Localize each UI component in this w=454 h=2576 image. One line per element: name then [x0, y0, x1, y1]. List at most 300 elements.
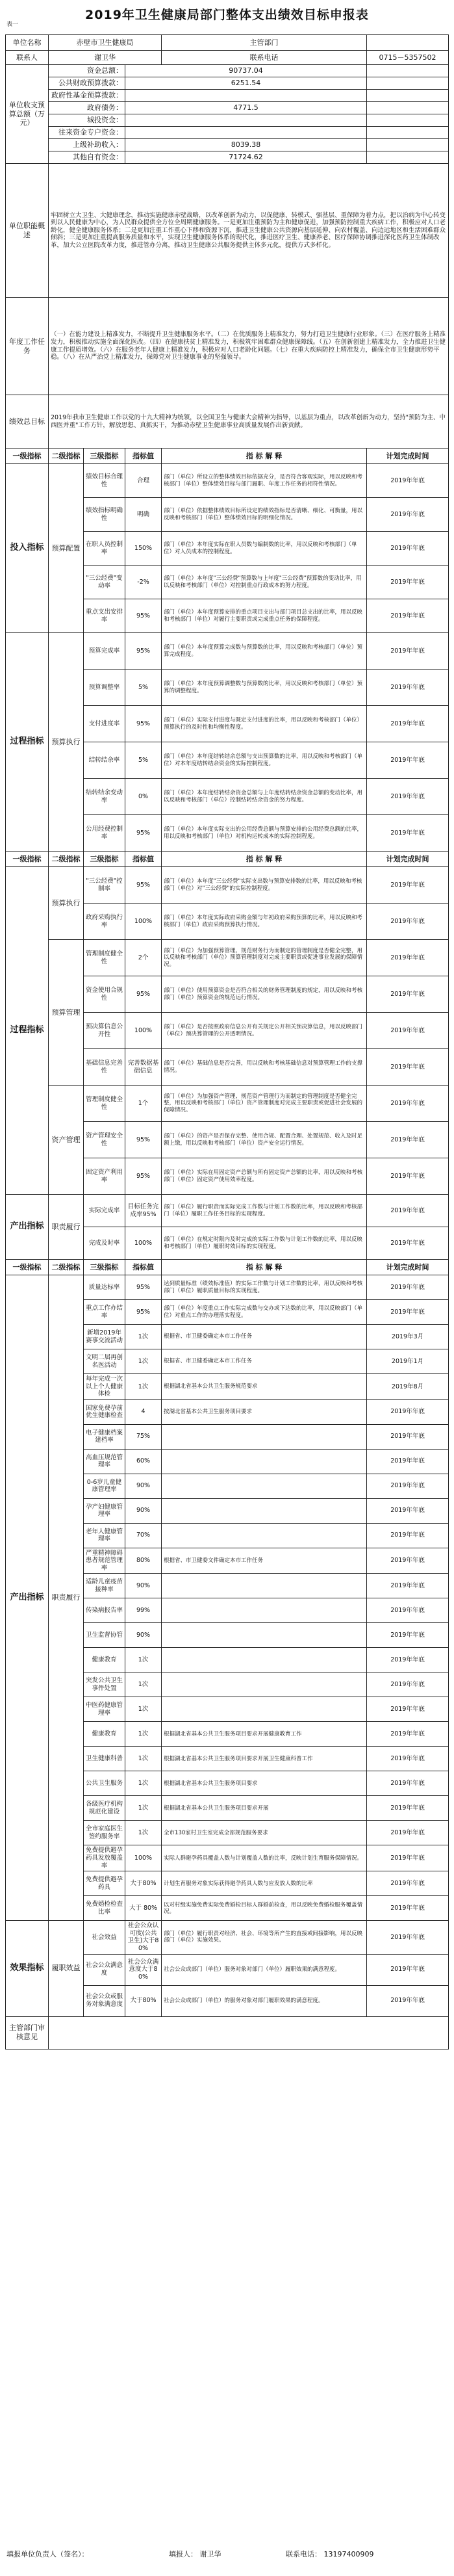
indicator-explain [162, 1648, 367, 1672]
header-value: 指标值 [125, 852, 162, 867]
contact-value: 谢卫华 [49, 51, 162, 65]
indicator-value: 社会公众满意度大于80% [125, 1954, 162, 1985]
level1-indicator: 产出指标 [6, 1195, 49, 1260]
indicator-explain: 实际人群避孕药具覆盖人数与计划覆盖人数的比率，反映计划生育服务保障情况。 [162, 1845, 367, 1871]
level2-indicator: 资产管理 [49, 1086, 84, 1195]
level1-indicator: 效果指标 [6, 1921, 49, 2016]
indicator-value: 1个 [125, 1086, 162, 1122]
header-level1: 一级指标 [6, 1260, 49, 1275]
indicator-explain: 部门（单位）依据整体绩效目标所设定的绩效指标是否清晰、细化、可衡量，用以反映和考核部门（单位）整体绩效目标的明细化情况。 [162, 498, 367, 532]
completion-time: 2019年年底 [367, 464, 449, 498]
indicator-value: 大于 80% [125, 1896, 162, 1921]
level1-indicator: 过程指标 [6, 867, 49, 1195]
level3-indicator: 资产管理安全性 [84, 1122, 125, 1158]
budget-row [6, 102, 449, 114]
budget-item-blank [367, 139, 449, 151]
completion-time: 2019年8月 [367, 1374, 449, 1400]
indicator-value: 完善数据基础信息 [125, 1049, 162, 1086]
budget-item-value [125, 90, 367, 102]
completion-time: 2019年年底 [367, 1275, 449, 1300]
indicator-explain [162, 1424, 367, 1449]
indicator-explain [162, 1498, 367, 1523]
indicator-value: 1次 [125, 1821, 162, 1845]
indicator-row [6, 1086, 449, 1122]
indicator-explain: 根据湖北省基本公共卫生服务项目要求开展卫生健康科普工作 [162, 1747, 367, 1771]
budget-item-blank [367, 127, 449, 139]
completion-time: 2019年年底 [367, 1722, 449, 1747]
output-indicators-a [6, 1195, 449, 1260]
indicator-explain: 根据省、市卫健委确定本市工作任务 [162, 1349, 367, 1374]
budget-row [6, 139, 449, 151]
indicator-row [6, 1921, 449, 1954]
level3-indicator: "三公经费"变动率 [84, 566, 125, 599]
level2-indicator: 预算执行 [49, 633, 84, 852]
budget-row [6, 127, 449, 139]
completion-time: 2019年年底 [367, 1598, 449, 1623]
duty-label: 单位职能概述 [6, 164, 49, 298]
budget-row [6, 114, 449, 127]
completion-time: 2019年年底 [367, 940, 449, 976]
completion-time: 2019年年底 [367, 904, 449, 940]
header-level3: 三级指标 [84, 449, 125, 464]
budget-item-blank [367, 77, 449, 90]
indicator-explain: 部门（单位）为加强资产管理、规范资产管理行为而制定的管理制度是否健全完整，用以反映和考核部门（单位）资产管理制度对完成主要职责或促进社会发展的保障情况。 [162, 1086, 367, 1122]
level3-indicator: 严重精神障碍患者规范管理率 [84, 1548, 125, 1574]
indicator-value: 90% [125, 1474, 162, 1498]
level3-indicator: 结转结余率 [84, 742, 125, 779]
level3-indicator: 实际完成率 [84, 1195, 125, 1227]
level3-indicator: 每年完成一次以上个人健康体检 [84, 1374, 125, 1400]
budget-item-name: 政府性基金预算拨款： [49, 90, 125, 102]
completion-time: 2019年年底 [367, 566, 449, 599]
indicator-explain [162, 1672, 367, 1697]
indicator-value: 合理 [125, 464, 162, 498]
indicator-explain: 根据湖北省基本公共卫生服务规范要求 [162, 1374, 367, 1400]
header-time: 计划完成时间 [367, 449, 449, 464]
level2-indicator: 职责履行 [49, 1275, 84, 1921]
completion-time: 2019年年底 [367, 1574, 449, 1598]
indicator-value: 社会公众认可度(公共卫生)大于80% [125, 1921, 162, 1954]
level2-indicator: 预算管理 [49, 940, 84, 1086]
indicator-header-1 [6, 449, 449, 464]
effect-indicators [6, 1921, 449, 2016]
header-level2: 二级指标 [49, 852, 84, 867]
indicator-row [6, 1195, 449, 1227]
completion-time: 2019年年底 [367, 867, 449, 904]
level3-indicator: 社会效益 [84, 1921, 125, 1954]
completion-time: 2019年年底 [367, 1771, 449, 1796]
budget-row [6, 77, 449, 90]
indicator-explain: 部门（单位）年度重点工作实际完成数与交办或下达数的比率，用以反映部门（单位）对重点工作的办理落实程度。 [162, 1300, 367, 1325]
completion-time: 2019年3月 [367, 1325, 449, 1349]
indicator-explain: 部门（单位）履行职责对经济、社会、环境等所产生的直接或间接影响，用以反映部门（单位）实施效果。 [162, 1921, 367, 1954]
indicator-row [6, 940, 449, 976]
form-table [5, 34, 449, 2049]
header-level3: 三级指标 [84, 1260, 125, 1275]
level3-indicator: 各级医疗机构规范化建设 [84, 1796, 125, 1821]
indicator-value: 1次 [125, 1796, 162, 1821]
indicator-value: 1次 [125, 1648, 162, 1672]
indicator-explain [162, 1697, 367, 1722]
completion-time: 2019年年底 [367, 1821, 449, 1845]
indicator-value: 90% [125, 1498, 162, 1523]
indicator-explain [162, 1598, 367, 1623]
level3-indicator: 政府采购执行率 [84, 904, 125, 940]
budget-item-blank [367, 102, 449, 114]
indicator-value: 100% [125, 904, 162, 940]
indicator-explain: 部门（单位）的资产是否保存完整、使用合规、配置合理、处置规范、收入及时足额上缴，用以反映和考核部门（单位）资产安全运行情况。 [162, 1122, 367, 1158]
indicator-explain: 部门（单位）本年度预算完成数与预算数的比率，用以反映和考核部门（单位）预算完成程度。 [162, 633, 367, 670]
indicator-value: 5% [125, 742, 162, 779]
goal-text: 2019年我市卫生健康工作以党的十九大精神为统领，以全国卫生与健康大会精神为指导，以基层为重点，以改革创新为动力，坚持"预防为主、中西医并重"工作方针，解放思想、真抓实干，为推动赤壁卫生健康事业高质量发展作出新贡献。 [49, 395, 449, 449]
completion-time: 2019年年底 [367, 1086, 449, 1122]
indicator-value: -2% [125, 566, 162, 599]
unit-name-value: 赤壁市卫生健康局 [49, 35, 162, 51]
indicator-explain: 部门（单位）使用预算资金是否符合相关的财务管理制度的规定，用以反映和考核部门（单位）预算资金的规范运行情况。 [162, 976, 367, 1013]
completion-time: 2019年年底 [367, 599, 449, 633]
level3-indicator: 高血压规范管理率 [84, 1449, 125, 1474]
indicator-row [6, 1275, 449, 1300]
level3-indicator: 公共卫生服务 [84, 1771, 125, 1796]
level3-indicator: 重点工作办结率 [84, 1300, 125, 1325]
completion-time: 2019年年底 [367, 1300, 449, 1325]
budget-row [6, 90, 449, 102]
header-time: 计划完成时间 [367, 852, 449, 867]
completion-time: 2019年年底 [367, 815, 449, 852]
level3-indicator: 中医药健康管理率 [84, 1697, 125, 1722]
level3-indicator: 文明二届再创名医活动 [84, 1349, 125, 1374]
level3-indicator: 免费提供避孕药具 [84, 1871, 125, 1896]
budget-item-value: 90737.04 [125, 65, 367, 77]
level2-indicator: 履职效益 [49, 1921, 84, 2016]
indicator-explain: 以对村级实施免费实际免费婚检目标人群婚前检查，用以反映免费婚检服务覆盖情况。 [162, 1896, 367, 1921]
completion-time: 2019年年底 [367, 1697, 449, 1722]
header-level1: 一级指标 [6, 852, 49, 867]
budget-item-value: 8039.38 [125, 139, 367, 151]
level3-indicator: 电子健康档案建档率 [84, 1424, 125, 1449]
input-indicators [6, 464, 449, 633]
completion-time: 2019年年底 [367, 1474, 449, 1498]
indicator-value: 2个 [125, 940, 162, 976]
header-level3: 三级指标 [84, 852, 125, 867]
completion-time: 2019年1月 [367, 1349, 449, 1374]
indicator-explain: 部门（单位）基础信息是否完善，用以反映和考核基础信息对预算管理工作的支撑情况。 [162, 1049, 367, 1086]
filler-value: 谢卫华 [199, 2550, 221, 2558]
indicator-explain: 部门（单位）履行职责而实际完成工作数与计划工作数的比率，用以反映和考核部门（单位）履职工作任务目标的实现程度。 [162, 1195, 367, 1227]
level3-indicator: 管理制度健全性 [84, 1086, 125, 1122]
budget-item-value [125, 127, 367, 139]
budget-item-name: 其他自有资金： [49, 151, 125, 164]
filler-phone-label: 联系电话： [286, 2550, 322, 2558]
level1-indicator: 过程指标 [6, 633, 49, 852]
process-indicators-b [6, 867, 449, 1195]
page-title: 2019年卫生健康局部门整体支出绩效目标申报表 [85, 8, 369, 22]
completion-time: 2019年年底 [367, 1424, 449, 1449]
level3-indicator: 国家免费孕前优生健康检查 [84, 1399, 125, 1424]
completion-time: 2019年年底 [367, 532, 449, 566]
indicator-value: 1次 [125, 1349, 162, 1374]
level3-indicator: 社会公众满意度 [84, 1954, 125, 1985]
indicator-value: 1次 [125, 1697, 162, 1722]
indicator-value: 100% [125, 1013, 162, 1049]
completion-time: 2019年年底 [367, 1122, 449, 1158]
budget-item-name: 公共财政预算拨款： [49, 77, 125, 90]
indicator-value: 1次 [125, 1722, 162, 1747]
header-explain: 指 标 解 释 [162, 449, 367, 464]
budget-label: 单位收支预算总额（万元） [6, 65, 49, 164]
budget-row [6, 151, 449, 164]
completion-time: 2019年年底 [367, 1985, 449, 2016]
indicator-explain: 部门（单位）本年度结转结余总额与支出预算数的比率，用以反映和考核部门（单位）对本年度结转结余资金的实际控制程度。 [162, 742, 367, 779]
completion-time: 2019年年底 [367, 1548, 449, 1574]
indicator-explain: 根据省、市卫健委文件确定本市工作任务 [162, 1548, 367, 1574]
completion-time: 2019年年底 [367, 1954, 449, 1985]
indicator-value: 70% [125, 1523, 162, 1548]
indicator-value: 95% [125, 867, 162, 904]
indicator-explain [162, 1523, 367, 1548]
indicator-value: 95% [125, 1275, 162, 1300]
completion-time: 2019年年底 [367, 1845, 449, 1871]
level3-indicator: 资金使用合规性 [84, 976, 125, 1013]
review-label: 主管部门审核意见 [6, 2016, 49, 2049]
level3-indicator: 健康教育 [84, 1722, 125, 1747]
completion-time: 2019年年底 [367, 498, 449, 532]
level3-indicator: 新增2019年赛事交流活动 [84, 1325, 125, 1349]
level3-indicator: 传染病报告率 [84, 1598, 125, 1623]
budget-item-blank [367, 114, 449, 127]
indicator-explain: 根据湖北省基本公共卫生服务项目要求开展 [162, 1796, 367, 1821]
completion-time: 2019年年底 [367, 1049, 449, 1086]
process-indicators-a [6, 633, 449, 852]
indicator-explain: 全市130家村卫生室完成全部规范服务要求 [162, 1821, 367, 1845]
indicator-explain: 社会公众或部门（单位）的服务对象对部门履职效果的满意程度。 [162, 1985, 367, 2016]
indicator-explain: 部门（单位）所设立的整体绩效目标依据充分，是否符合客观实际，用以反映和考核部门（单位）整体绩效目标与部门履职、年度工作任务的相符性情况。 [162, 464, 367, 498]
indicator-row [6, 464, 449, 498]
indicator-value: 95% [125, 1158, 162, 1195]
indicator-row [6, 633, 449, 670]
budget-item-value: 71724.62 [125, 151, 367, 164]
completion-time: 2019年年底 [367, 1672, 449, 1697]
indicator-header-2 [6, 852, 449, 867]
level3-indicator: 绩效目标合理性 [84, 464, 125, 498]
level3-indicator: 突发公共卫生事件处置 [84, 1672, 125, 1697]
indicator-value: 1次 [125, 1747, 162, 1771]
header-value: 指标值 [125, 1260, 162, 1275]
completion-time: 2019年年底 [367, 1921, 449, 1954]
level2-indicator: 预算配置 [49, 464, 84, 633]
phone-value: 0715－5357502 [367, 51, 449, 65]
indicator-explain: 根据湖北省基本公共卫生服务项目要求开展健康教育工作 [162, 1722, 367, 1747]
level3-indicator: 免费提供避孕药具发放覆盖率 [84, 1845, 125, 1871]
indicator-explain: 计划生育服务对象实际获得避孕药具人数与应发放人数的比率 [162, 1871, 367, 1896]
header-explain: 指 标 解 释 [162, 1260, 367, 1275]
budget-item-blank [367, 65, 449, 77]
indicator-explain: 部门（单位）本年度实际政府采购金额与年初政府采购预算的比率，用以反映和考核部门（单位）政府采购预算执行情况。 [162, 904, 367, 940]
phone-label: 联系电话 [162, 51, 367, 65]
level3-indicator: 结转结余变动率 [84, 779, 125, 815]
indicator-explain: 达到质量标准（绩效标准值）的实际工作数与计划工作数的比率，用以反映和考核部门（单位）履职质量目标的实现程度。 [162, 1275, 367, 1300]
completion-time: 2019年年底 [367, 633, 449, 670]
level2-indicator: 预算执行 [49, 867, 84, 940]
level3-indicator: 健康教育 [84, 1648, 125, 1672]
indicator-explain: 社会公众或部门（单位）服务对象对部门（单位）履职效果的满意程度。 [162, 1954, 367, 1985]
level3-indicator: 绩效指标明确性 [84, 498, 125, 532]
budget-item-name: 资金总额： [49, 65, 125, 77]
completion-time: 2019年年底 [367, 1623, 449, 1648]
budget-item-name: 上级补助收入： [49, 139, 125, 151]
indicator-header-3 [6, 1260, 449, 1275]
indicator-explain: 部门（单位）是否按照政府信息公开有关规定公开相关预决算信息，用以反映部门（单位）预决算管理的公开透明情况。 [162, 1013, 367, 1049]
completion-time: 2019年年底 [367, 1498, 449, 1523]
indicator-value: 75% [125, 1424, 162, 1449]
level3-indicator: 社会公众或服务对象满意度 [84, 1985, 125, 2016]
completion-time: 2019年年底 [367, 1227, 449, 1260]
completion-time: 2019年年底 [367, 1158, 449, 1195]
indicator-value: 1次 [125, 1374, 162, 1400]
header-time: 计划完成时间 [367, 1260, 449, 1275]
indicator-value: 90% [125, 1623, 162, 1648]
budget-block [6, 65, 449, 164]
budget-row [6, 65, 449, 77]
completion-time: 2019年年底 [367, 976, 449, 1013]
indicator-explain: 部门（单位）本年度实际支出的公用经费总额与预算安排的公用经费总额的比率，用以反映和考核部门（单位）对机构运转成本的实际控制程度。 [162, 815, 367, 852]
table-number: 表一 [6, 21, 19, 28]
indicator-value: 1次 [125, 1325, 162, 1349]
level3-indicator: 支付进度率 [84, 706, 125, 742]
indicator-value: 80% [125, 1548, 162, 1574]
filler-label: 填报人： [169, 2550, 197, 2558]
level3-indicator: 全市家庭医生签约服务率 [84, 1821, 125, 1845]
level3-indicator: 适龄儿童疫苗接种率 [84, 1574, 125, 1598]
level3-indicator: 预算调整率 [84, 670, 125, 706]
indicator-explain: 部门（单位）本年度"三公经费"预算数与上年度"三公经费"预算数的变动比率，用以反映和考核部门（单位）对控制重点行政成本的努力程度。 [162, 566, 367, 599]
level1-indicator: 产出指标 [6, 1275, 49, 1921]
completion-time: 2019年年底 [367, 779, 449, 815]
indicator-explain [162, 1623, 367, 1648]
level1-indicator: 投入指标 [6, 464, 49, 633]
completion-time: 2019年年底 [367, 1523, 449, 1548]
completion-time: 2019年年底 [367, 1195, 449, 1227]
budget-item-value [125, 114, 367, 127]
level3-indicator: 孕产妇健康管理率 [84, 1498, 125, 1523]
level2-indicator: 职责履行 [49, 1195, 84, 1260]
level3-indicator: 完成及时率 [84, 1227, 125, 1260]
indicator-value: 5% [125, 670, 162, 706]
indicator-value: 95% [125, 599, 162, 633]
indicator-value: 60% [125, 1449, 162, 1474]
indicator-explain: 部门（单位）本年度"三公经费"实际支出数与预算安排数的比率，用以反映和考核部门（单位）对"三公经费"的实际控制程度。 [162, 867, 367, 904]
indicator-value: 99% [125, 1598, 162, 1623]
filler-phone-value: 13197400909 [323, 2550, 374, 2558]
indicator-explain: 按湖北省基本公共卫生服务项目要求 [162, 1399, 367, 1424]
completion-time: 2019年年底 [367, 1796, 449, 1821]
completion-time: 2019年年底 [367, 742, 449, 779]
completion-time: 2019年年底 [367, 1648, 449, 1672]
budget-item-value: 6251.54 [125, 77, 367, 90]
responsible-label: 填报单位负责人（签名）： [6, 2550, 89, 2558]
budget-item-name: 往来资金专户资金： [49, 127, 125, 139]
indicator-value: 100% [125, 1845, 162, 1871]
completion-time: 2019年年底 [367, 1896, 449, 1921]
indicator-value: 100% [125, 1227, 162, 1260]
unit-name-label: 单位名称 [6, 35, 49, 51]
indicator-explain [162, 1449, 367, 1474]
indicator-value: 1次 [125, 1672, 162, 1697]
completion-time: 2019年年底 [367, 706, 449, 742]
indicator-value: 目标任务完成率95% [125, 1195, 162, 1227]
indicator-explain [162, 1474, 367, 1498]
level3-indicator: 管理制度健全性 [84, 940, 125, 976]
level3-indicator: 老年人健康管理率 [84, 1523, 125, 1548]
indicator-explain: 根据省、市卫健委确定本市工作任务 [162, 1325, 367, 1349]
completion-time: 2019年年底 [367, 1871, 449, 1896]
level3-indicator: 重点支出安排率 [84, 599, 125, 633]
indicator-value: 95% [125, 633, 162, 670]
level3-indicator: 基础信息完善性 [84, 1049, 125, 1086]
indicator-value: 90% [125, 1574, 162, 1598]
indicator-value: 明确 [125, 498, 162, 532]
indicator-value: 95% [125, 1300, 162, 1325]
budget-item-name: 城投资金： [49, 114, 125, 127]
indicator-value: 150% [125, 532, 162, 566]
indicator-value: 大于80% [125, 1871, 162, 1896]
indicator-explain: 部门（单位）在规定时限内及时完成的实际工作数与计划工作数的比率，用以反映和考核部门（单位）履职时效目标的实现程度。 [162, 1227, 367, 1260]
indicator-explain [162, 1574, 367, 1598]
indicator-value: 95% [125, 815, 162, 852]
annual-task-text: （一）在能力建设上精准发力，不断提升卫生健康服务水平。（二）在优质服务上精准发力，努力打造卫生健康行业形象。（三）在医疗服务上精准发力，积极推动实施全面深化医改。（四）在健康扶贫上精准发力，积极筑牢困难群众健康保障线。（五）在创新创建上精准发力，全力推进卫生健康工作提质增效。（六）在服务老年人健康上精准发力，积极应对人口老龄化问题。（七）在重大疾病防控上精准发力，确保全市卫生健康形势平稳。（八）在从严治党上精准发力，保障党对卫生健康事业的坚强领导。 [49, 298, 449, 395]
header-level2: 二级指标 [49, 1260, 84, 1275]
contact-label: 联系人 [6, 51, 49, 65]
indicator-value: 大于80% [125, 1985, 162, 2016]
budget-item-value: 4771.5 [125, 102, 367, 114]
completion-time: 2019年年底 [367, 1399, 449, 1424]
dept-label: 主管部门 [162, 35, 367, 51]
header-explain: 指 标 解 释 [162, 852, 367, 867]
indicator-row [6, 867, 449, 904]
form-footer [6, 2549, 449, 2559]
completion-time: 2019年年底 [367, 1449, 449, 1474]
indicator-explain: 根据湖北省基本公共卫生服务项目要求 [162, 1771, 367, 1796]
budget-item-blank [367, 151, 449, 164]
indicator-value: 95% [125, 976, 162, 1013]
annual-task-label: 年度工作任务 [6, 298, 49, 395]
budget-item-name: 政府债务： [49, 102, 125, 114]
indicator-value: 4 [125, 1399, 162, 1424]
level3-indicator: 0-6岁儿童健康管理率 [84, 1474, 125, 1498]
level3-indicator: 预算完成率 [84, 633, 125, 670]
level3-indicator: 免费婚检检查比率 [84, 1896, 125, 1921]
completion-time: 2019年年底 [367, 1747, 449, 1771]
dept-value [367, 35, 449, 51]
indicator-explain: 部门（单位）本年度预算调整数与预算数的比率，用以反映和考核部门（单位）预算的调整程度。 [162, 670, 367, 706]
indicator-explain: 部门（单位）本年度结转结余资金总额与上年度结转结余资金总额的变动比率，用以反映和考核部门（单位）控制结转结余资金的努力程度。 [162, 779, 367, 815]
indicator-explain: 部门（单位）本年度实际在职人员数与编制数的比率，用以反映和考核部门（单位）对人员成本的控制程度。 [162, 532, 367, 566]
header-value: 指标值 [125, 449, 162, 464]
indicator-explain: 部门（单位）实际在用固定资产总额与所有固定资产总额的比率，用以反映和考核部门（单位）固定资产使用效率程度。 [162, 1158, 367, 1195]
completion-time: 2019年年底 [367, 670, 449, 706]
goal-label: 绩效总目标 [6, 395, 49, 449]
indicator-explain: 部门（单位）为加强预算管理、规范财务行为而制定的管理制度是否健全完整，用以反映和考核部门（单位）预算管理制度对完成主要职责或促进事业发展的保障情况。 [162, 940, 367, 976]
output-indicators-b [6, 1275, 449, 1921]
budget-item-blank [367, 90, 449, 102]
indicator-explain: 部门（单位）实际支付进度与既定支付进度的比率，用以反映和考核部门（单位）预算执行的及时性和均衡性程度。 [162, 706, 367, 742]
header-level2: 二级指标 [49, 449, 84, 464]
level3-indicator: 卫生健康科普 [84, 1747, 125, 1771]
indicator-value: 0% [125, 779, 162, 815]
level3-indicator: 预决算信息公开性 [84, 1013, 125, 1049]
indicator-value: 95% [125, 1122, 162, 1158]
indicator-value: 95% [125, 706, 162, 742]
